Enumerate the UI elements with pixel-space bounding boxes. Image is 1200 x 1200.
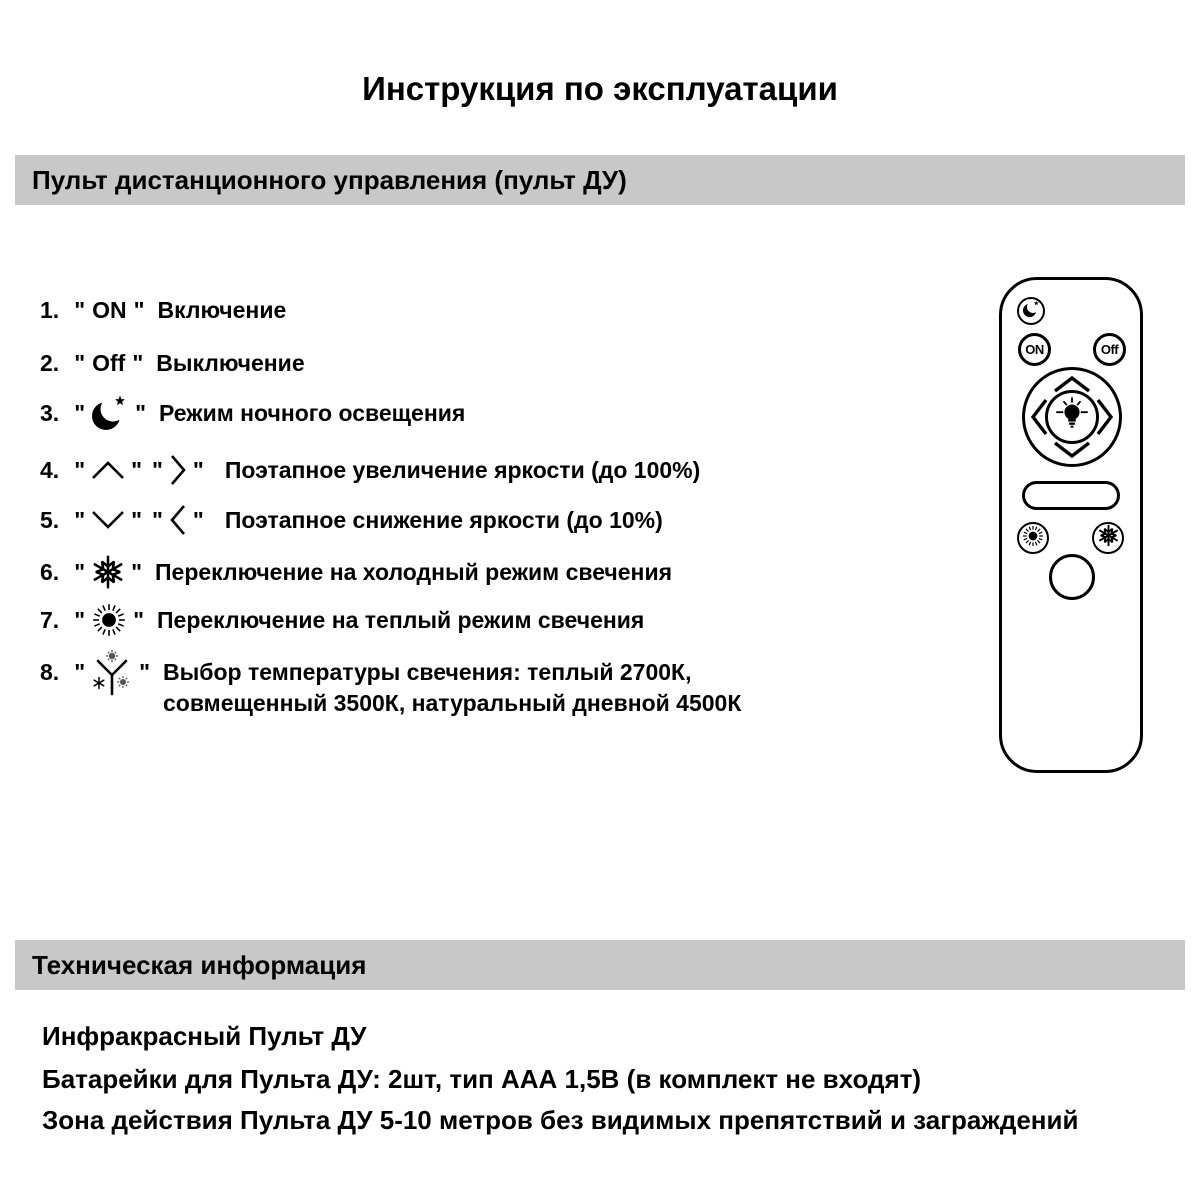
quote-mark: " bbox=[74, 296, 86, 323]
remote-on-button bbox=[1018, 333, 1051, 366]
item-description: Поэтапное увеличение яркости (до 100%) bbox=[224, 456, 701, 483]
remote-pill-button bbox=[1022, 481, 1120, 510]
item-number: 1. bbox=[40, 296, 60, 323]
quote-mark: " bbox=[192, 506, 204, 533]
item-number: 2. bbox=[40, 349, 60, 376]
section-header-tech-label: Техническая информация bbox=[32, 949, 367, 980]
item-description: Переключение на холодный режим свечения bbox=[155, 558, 673, 585]
on-token: ON bbox=[92, 296, 127, 323]
instruction-item-color-temperature bbox=[40, 657, 741, 719]
item-description: Выключение bbox=[156, 349, 305, 376]
chevron-down-icon bbox=[90, 508, 126, 532]
light-bulb-icon bbox=[1055, 396, 1089, 439]
chevron-down-icon bbox=[1055, 443, 1089, 456]
quote-mark: " bbox=[74, 659, 86, 685]
quote-mark: " bbox=[74, 399, 86, 426]
sun-icon bbox=[90, 601, 128, 639]
item-number: 8. bbox=[40, 659, 60, 685]
chevron-right-icon bbox=[1098, 400, 1111, 434]
instruction-item-warm-mode bbox=[40, 598, 644, 642]
chevron-up-icon bbox=[90, 458, 126, 482]
quote-mark: " bbox=[133, 606, 144, 633]
chevron-right-icon bbox=[168, 453, 188, 487]
tech-info-line: Зона действия Пульта ДУ 5-10 метров без видимых препятствий и заграждений bbox=[42, 1105, 1079, 1135]
remote-night-mode-button bbox=[1017, 297, 1045, 325]
remote-off-button bbox=[1093, 333, 1126, 366]
snowflake-icon bbox=[1097, 524, 1120, 552]
remote-illustration bbox=[999, 277, 1143, 773]
quote-mark: " bbox=[74, 606, 86, 633]
quote-mark: " bbox=[192, 456, 204, 483]
quote-mark: " bbox=[133, 296, 145, 323]
quote-mark: " bbox=[132, 349, 144, 376]
quote-mark: " bbox=[131, 456, 142, 483]
section-header-remote-label: Пульт дистанционного управления (пульт ДУ) bbox=[32, 164, 627, 195]
remote-dpad-center-button bbox=[1045, 390, 1099, 444]
instruction-item-off bbox=[40, 341, 305, 385]
section-header-remote bbox=[15, 155, 1185, 205]
crescent-moon-icon bbox=[1022, 299, 1041, 324]
quote-mark: " bbox=[139, 659, 150, 685]
color-temperature-icon bbox=[90, 649, 134, 696]
instruction-item-brightness-up bbox=[40, 448, 700, 492]
tech-info-line: Батарейки для Пульта ДУ: 2шт, тип ААА 1,5В (в комплект не входят) bbox=[42, 1064, 922, 1094]
quote-mark: " bbox=[74, 506, 86, 533]
item-number: 6. bbox=[40, 558, 60, 585]
quote-mark: " bbox=[152, 506, 163, 533]
crescent-moon-icon bbox=[90, 392, 130, 434]
snowflake-icon bbox=[90, 554, 126, 590]
page-title: Инструкция по эксплуатации bbox=[362, 70, 838, 107]
item-description: Поэтапное снижение яркости (до 10%) bbox=[224, 506, 663, 533]
section-header-tech bbox=[15, 940, 1185, 990]
item-description: Режим ночного освещения bbox=[159, 399, 466, 426]
off-button-label: Off bbox=[1100, 342, 1119, 357]
item-number: 5. bbox=[40, 506, 60, 533]
item-number: 3. bbox=[40, 399, 60, 426]
remote-dpad bbox=[1022, 367, 1122, 467]
instruction-item-cold-mode bbox=[40, 550, 672, 594]
item-description: Переключение на теплый режим свечения bbox=[157, 606, 645, 633]
item-number: 4. bbox=[40, 456, 60, 483]
sun-icon bbox=[1021, 524, 1045, 553]
remote-warm-mode-button bbox=[1017, 522, 1049, 554]
instruction-item-brightness-down bbox=[40, 498, 663, 542]
quote-mark: " bbox=[74, 558, 86, 585]
remote-blank-button bbox=[1049, 554, 1095, 600]
instruction-item-on bbox=[40, 288, 286, 332]
item-number: 7. bbox=[40, 606, 60, 633]
quote-mark: " bbox=[135, 399, 146, 426]
remote-cold-mode-button bbox=[1092, 522, 1124, 554]
item-description bbox=[163, 657, 741, 719]
quote-mark: " bbox=[74, 456, 86, 483]
tech-info-line: Инфракрасный Пульт ДУ bbox=[42, 1021, 367, 1051]
quote-mark: " bbox=[131, 558, 142, 585]
instruction-item-night-mode bbox=[40, 391, 465, 435]
item-description-line2: совмещенный 3500К, натуральный дневной 4500К bbox=[163, 690, 742, 716]
quote-mark: " bbox=[74, 349, 86, 376]
on-button-label: ON bbox=[1025, 342, 1044, 357]
item-description-line1: Выбор температуры свечения: теплый 2700К, bbox=[163, 659, 692, 685]
chevron-left-icon bbox=[168, 503, 188, 537]
quote-mark: " bbox=[131, 506, 142, 533]
quote-mark: " bbox=[152, 456, 163, 483]
item-description: Включение bbox=[157, 296, 287, 323]
off-token: Off bbox=[92, 349, 126, 376]
